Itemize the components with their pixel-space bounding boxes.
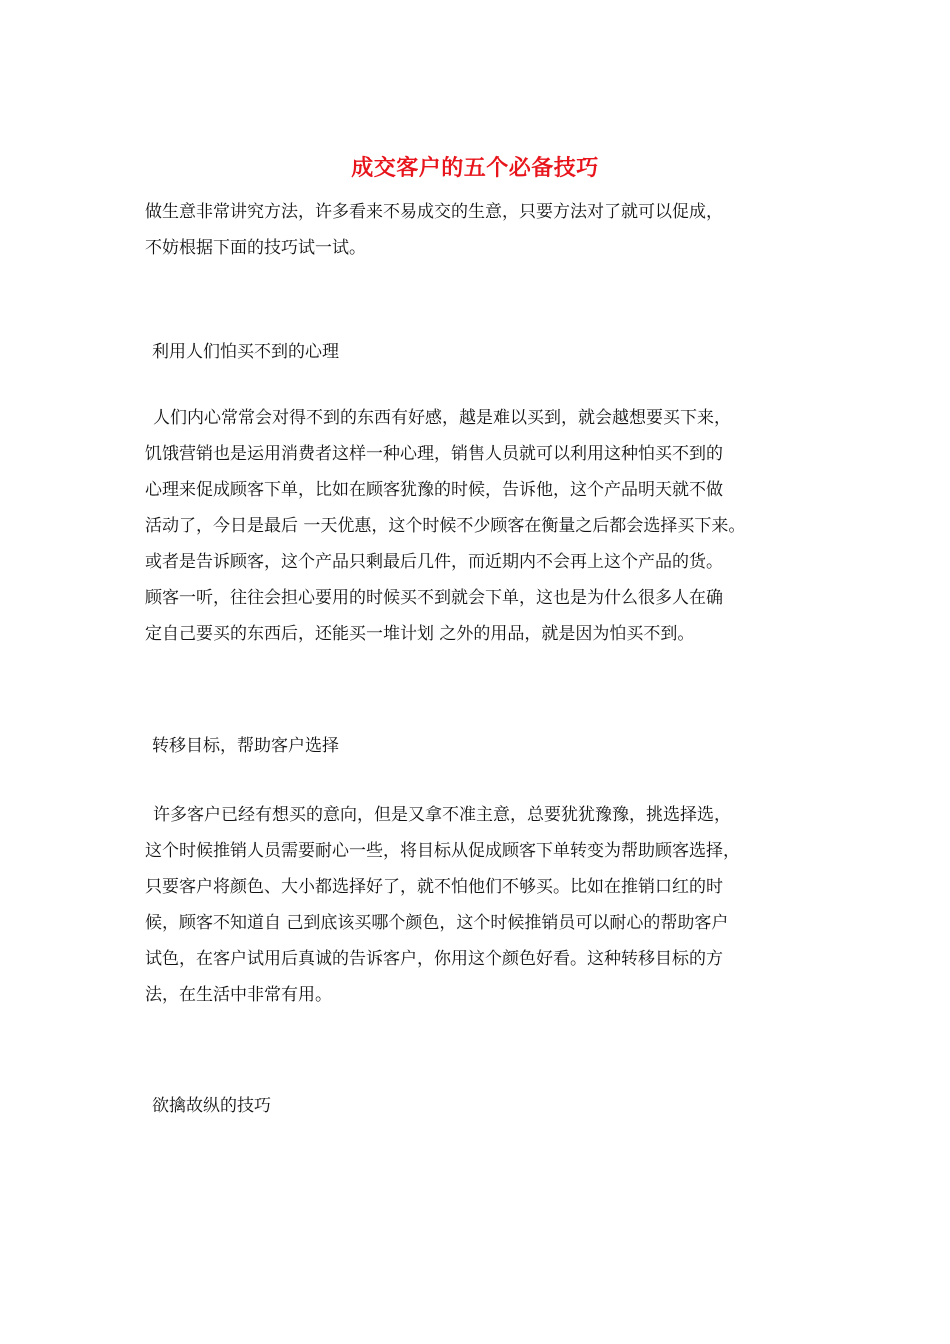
body-line: 候，顾客不知道自 己到底该买哪个颜色，这个时候推销员可以耐心的帮助客户	[145, 913, 729, 933]
body-line: 只要客户将颜色、大小都选择好了，就不怕他们不够买。比如在推销口红的时	[145, 877, 723, 897]
body-line: 饥饿营销也是运用消费者这样一种心理，销售人员就可以利用这种怕买不到的	[145, 444, 723, 464]
section-heading-2: 转移目标，帮助客户选择	[152, 736, 339, 756]
section-body-2	[145, 797, 835, 1013]
body-line: 人们内心常常会对得不到的东西有好感，越是难以买到，就会越想要买下来，	[153, 408, 731, 428]
body-line: 顾客一听，往往会担心要用的时候买不到就会下单，这也是为什么很多人在确	[145, 588, 723, 608]
body-line: 许多客户已经有想买的意向，但是又拿不准主意，总要犹犹豫豫，挑选择选，	[153, 805, 731, 825]
document-title: 成交客户的五个必备技巧	[351, 155, 599, 181]
intro-line: 做生意非常讲究方法，许多看来不易成交的生意，只要方法对了就可以促成，	[145, 202, 723, 222]
body-line: 定自己要买的东西后，还能买一堆计划 之外的用品，就是因为怕买不到。	[145, 624, 695, 644]
body-line: 试色，在客户试用后真诚的告诉客户，你用这个颜色好看。这种转移目标的方	[145, 949, 723, 969]
section-heading-3: 欲擒故纵的技巧	[152, 1096, 271, 1116]
intro-line: 不妨根据下面的技巧试一试。	[145, 238, 366, 258]
body-line: 或者是告诉顾客，这个产品只剩最后几件，而近期内不会再上这个产品的货。	[145, 552, 723, 572]
section-heading-1: 利用人们怕买不到的心理	[152, 342, 339, 362]
intro-paragraph	[145, 194, 835, 266]
body-line: 法，在生活中非常有用。	[145, 985, 332, 1005]
section-body-1	[145, 400, 835, 652]
body-line: 这个时候推销人员需要耐心一些，将目标从促成顾客下单转变为帮助顾客选择，	[145, 841, 740, 861]
body-line: 心理来促成顾客下单，比如在顾客犹豫的时候，告诉他，这个产品明天就不做	[145, 480, 723, 500]
body-line: 活动了，今日是最后 一天优惠，这个时候不少顾客在衡量之后都会选择买下来。	[145, 516, 746, 536]
